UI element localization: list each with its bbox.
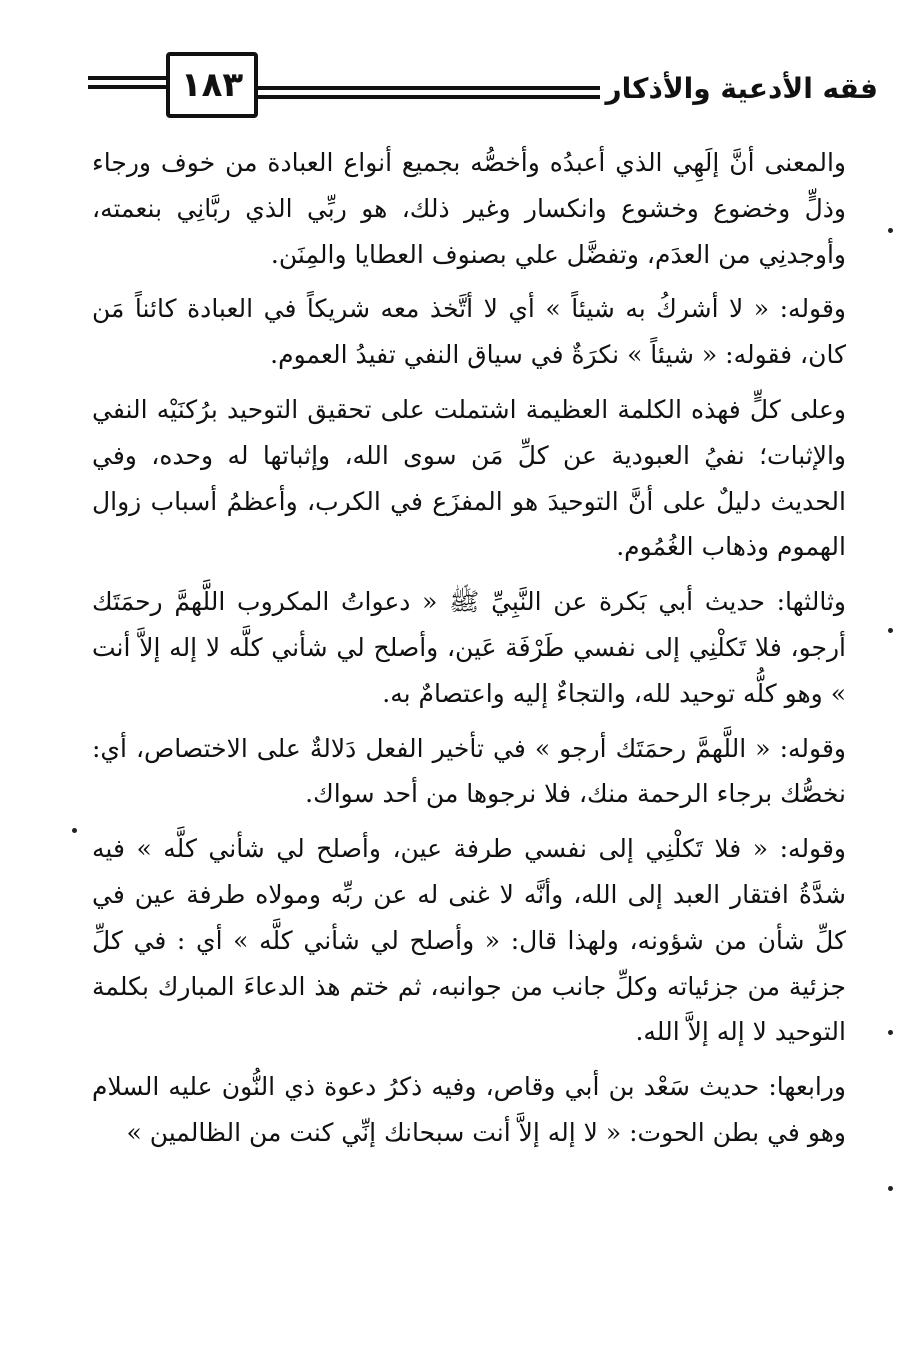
body-text — [92, 140, 846, 1156]
page-header — [88, 52, 878, 132]
paragraph: وقوله: « لا أشركُ به شيئاً » أي لا أتَّخذ معه شريكاً في العبادة كائناً مَن كان، فقوله: « شيئاً » نكرَةٌ في سياق النفي تفيدُ العموم. — [92, 294, 846, 370]
page-number: ١٨٣ — [166, 52, 258, 118]
paragraph: والمعنى أنَّ إلَهِي الذي أعبدُه وأخصُّه بجميع أنواع العبادة من خوف ورجاء وذلٍّ وخضوع وخشوع وانكسار وغير ذلك، هو ربِّي الذي ربَّانِي بنعمته، وأوجدنِي من العدَم، وتفضَّل علي بصنوف العطايا والمِنَن. — [92, 148, 846, 269]
paragraph: ورابعها: حديث سَعْد بن أبي وقاص، وفيه ذكرُ دعوة ذي النُّون عليه السلام وهو في بطن الحوت: « لا إله إلاَّ أنت سبحانك إنِّي كنت من الظالمين » — [92, 1072, 846, 1147]
paragraph: وعلى كلٍّ فهذه الكلمة العظيمة اشتملت على تحقيق التوحيد برُكنَيْه النفي والإثبات؛ نفيُ العبودية عن كلِّ مَن سوى الله، وإثباتها له وحده، وفي الحديث دليلٌ على أنَّ التوحيدَ هو المفزَع في الكرب، وأعظمُ أسباب زوال الهموم وذهاب الغُمُوم. — [92, 394, 846, 562]
margin-dot — [888, 228, 893, 233]
margin-dot — [888, 628, 893, 633]
paragraph: وقوله: « اللَّهمَّ رحمَتَك أرجو » في تأخير الفعل دَلالةٌ على الاختصاص، أي: نخصُّك برجاء الرحمة منك، فلا نرجوها من أحد سواك. — [92, 733, 846, 809]
margin-dot — [72, 828, 77, 833]
margin-dot — [888, 1186, 893, 1191]
paragraph: وثالثها: حديث أبي بَكرة عن النَّبِيِّ ﷺ « دعواتُ المكروب اللَّهمَّ رحمَتَك أرجو، فلا تَكلْنِي إلى نفسي طَرْفَة عَين، وأصلح لي شأني كلَّه لا إله إلاَّ أنت » وهو كلُّه توحيد لله، والتجاءٌ إليه واعتصامٌ به. — [92, 587, 846, 708]
running-title: فقه الأدعية والأذكار — [600, 72, 878, 105]
paragraph: وقوله: « فلا تَكلْنِي إلى نفسي طرفة عين، وأصلح لي شأني كلَّه » فيه شدَّةُ افتقار العبد إلى الله، وأنَّه لا غنى له عن ربِّه ومولاه طرفة عين في كلِّ شأن من شؤونه، ولهذا قال: « وأصلح لي شأني كلَّه » أي : في كلِّ جزئية من جزئياته وكلِّ جانب من جوانبه، ثم ختم هذ الدعاءَ المبارك بكلمة التوحيد لا إله إلاَّ الله. — [92, 834, 846, 1047]
margin-dot — [888, 1030, 893, 1035]
header-rule-left — [88, 76, 168, 94]
